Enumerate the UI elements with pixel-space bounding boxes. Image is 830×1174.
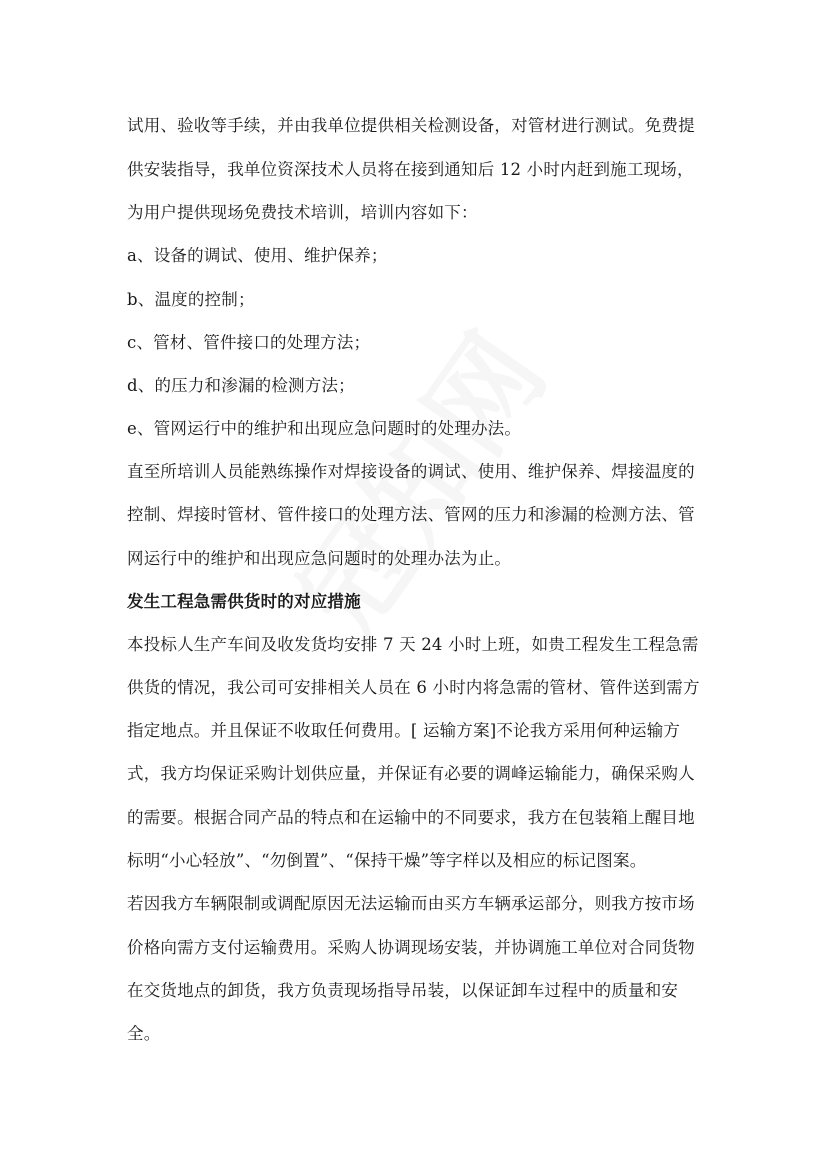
paragraph-line: 指定地点。并且保证不收取任何费用。[ 运输方案]不论我方采用何种运输方 [127, 721, 681, 740]
paragraph-line: 的需要。根据合同产品的特点和在运输中的不同要求，我方在包装箱上醒目地 [127, 808, 695, 827]
paragraph-line: 为用户提供现场免费技术培训，培训内容如下： [127, 203, 478, 222]
list-item-d: d、的压力和渗漏的检测方法； [127, 376, 355, 395]
paragraph-line: 全。 [127, 1024, 161, 1043]
list-item-e: e、管网运行中的维护和出现应急问题时的处理办法。 [127, 419, 522, 438]
paragraph-line: 若因我方车辆限制或调配原因无法运输而由买方车辆承运部分，则我方按市场 [127, 894, 695, 913]
paragraph-line: 供安装指导，我单位资深技术人员将在接到通知后 12 小时内赶到施工现场， [127, 160, 694, 179]
paragraph-line: 在交货地点的卸货，我方负责现场指导吊装，以保证卸车过程中的质量和安 [127, 981, 679, 1000]
section-heading: 发生工程急需供货时的对应措施 [127, 592, 361, 611]
paragraph-line: 网运行中的维护和出现应急问题时的处理办法为止。 [127, 549, 512, 568]
paragraph-line: 标明“小心轻放”、“勿倒置”、“保持干燥”等字样以及相应的标记图案。 [127, 851, 647, 870]
list-item-a: a、设备的调试、使用、维护保养； [127, 246, 388, 265]
paragraph-line: 试用、验收等手续，并由我单位提供相关检测设备，对管材进行测试。免费提 [127, 116, 695, 135]
list-item-c: c、管材、管件接口的处理方法； [127, 333, 371, 352]
paragraph-line: 供货的情况，我公司可安排相关人员在 6 小时内将急需的管材、管件送到需方 [127, 678, 700, 697]
paragraph-line: 本投标人生产车间及收发货均安排 7 天 24 小时上班，如贵工程发生工程急需 [127, 635, 699, 654]
list-item-b: b、温度的控制； [127, 290, 255, 309]
paragraph-line: 价格向需方支付运输费用。采购人协调现场安装，并协调施工单位对合同货物 [127, 938, 695, 957]
paragraph-line: 式，我方均保证采购计划供应量，并保证有必要的调峰运输能力，确保采购人 [127, 764, 695, 783]
paragraph-line: 控制、焊接时管材、管件接口的处理方法、管网的压力和渗漏的检测方法、管 [127, 505, 695, 524]
paragraph-line: 直至所培训人员能熟练操作对焊接设备的调试、使用、维护保养、焊接温度的 [127, 462, 695, 481]
